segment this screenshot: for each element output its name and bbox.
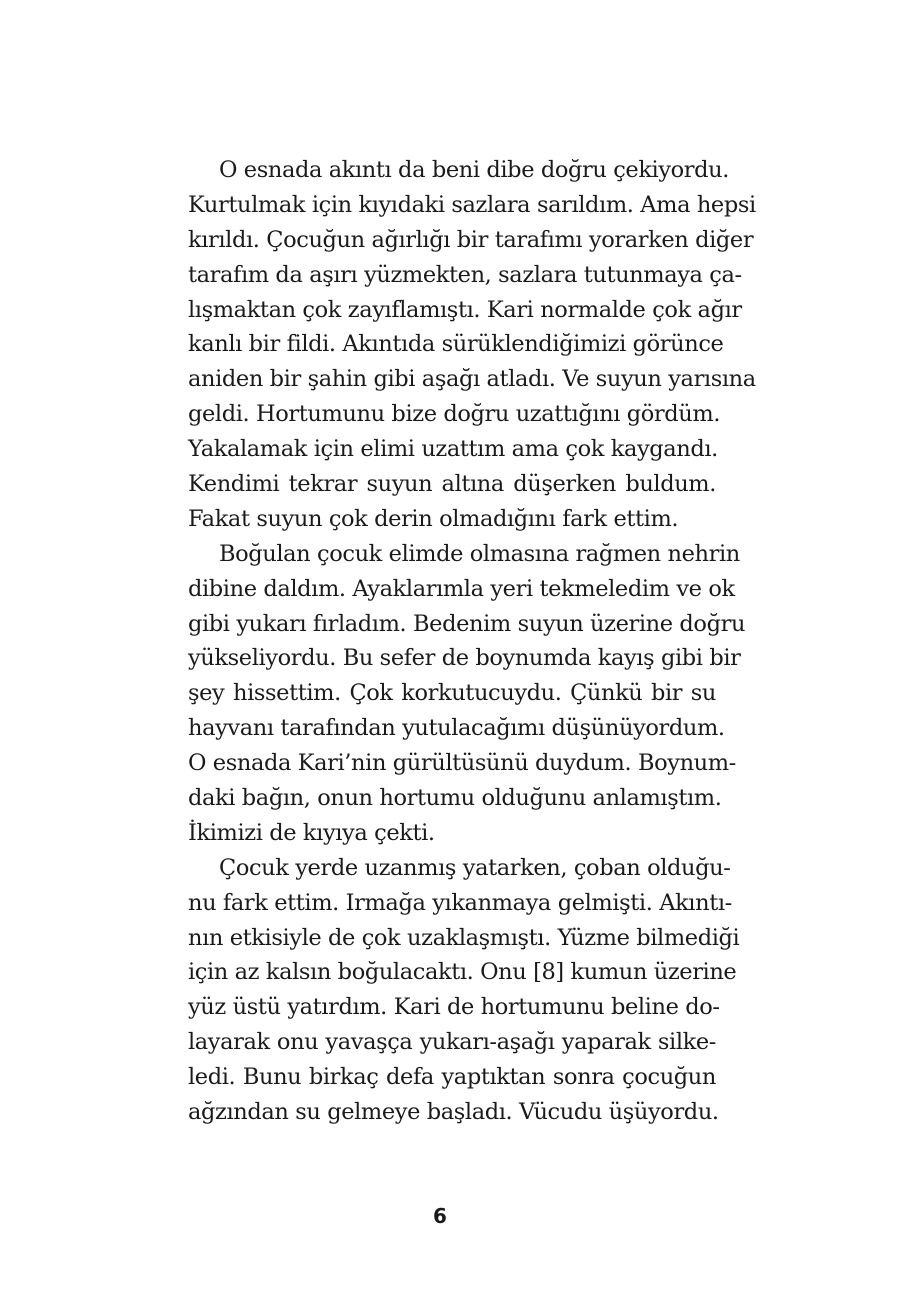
text-line: Çocuk yerde uzanmış yatarken, çoban olduğu- [219,854,731,881]
paragraph [188,851,740,1130]
text-line: kanlı bir fildi. Akıntıda sürüklendiğimizi görünce [188,331,724,358]
paragraph [188,537,746,851]
text-line: gibi yukarı fırladım. Bedenim suyun üzerine doğru [188,610,746,637]
paragraph [188,153,756,537]
text-line: tarafım da aşırı yüzmekten, sazlara tutunmaya ça- [188,261,742,288]
text-line: İkimizi de kıyıya çekti. [188,819,435,846]
text-line: O esnada akıntı da beni dibe doğru çekiyordu. [219,157,730,183]
text-line: ledi. Bunu birkaç defa yaptıktan sonra çocuğun [188,1064,716,1091]
text-line: ağzından su gelmeye başladı. Vücudu üşüyordu. [188,1099,719,1126]
text-line: hayvanı tarafından yutulacağımı düşünüyordum. [188,715,725,742]
text-line: aniden bir şahin gibi aşağı atladı. Ve suyun yarısına [188,366,756,393]
text-line: nın etkisiyle de çok uzaklaşmıştı. Yüzme bilmediği [188,924,740,951]
text-line: nu fark ettim. Irmağa yıkanmaya gelmişti. Akıntı- [188,889,732,916]
text-line: Yakalamak için elimi uzattım ama çok kaygandı. [188,436,718,463]
text-line: yüz üstü yatırdım. Kari de hortumunu beline do- [188,994,720,1021]
text-line: Kurtulmak için kıyıdaki sazlara sarıldım. Ama hepsi [188,191,756,218]
text-line: dibine daldım. Ayaklarımla yeri tekmeledim ve ok [188,575,735,602]
text-line: layarak onu yavaşça yukarı-aşağı yaparak silke- [188,1029,716,1056]
text-line: yükseliyordu. Bu sefer de boynumda kayış gibi bir [188,645,741,672]
text-line: lışmaktan çok zayıflamıştı. Kari normalde çok ağır [188,296,742,323]
page-body [188,153,756,1130]
text-line: geldi. Hortumunu bize doğru uzattığını gördüm. [188,401,721,428]
text-line: daki bağın, onun hortumu olduğunu anlamıştım. [188,785,722,812]
text-line: için az kalsın boğulacaktı. Onu [8] kumun üzerine [188,959,737,986]
page-number: 6 [433,1204,447,1228]
text-line: O esnada Kari’nin gürültüsünü duydum. Boynum- [188,750,736,777]
text-line: şey hissettim. Çok korkutucuydu. Çünkü bir su [188,680,716,707]
text-line: Kendimi tekrar suyun altına düşerken buldum. [188,471,716,498]
text-line: Fakat suyun çok derin olmadığını fark ettim. [188,505,679,532]
text-line: Boğulan çocuk elimde olmasına rağmen nehrin [219,540,740,567]
text-line: kırıldı. Çocuğun ağırlığı bir tarafımı yorarken diğer [188,226,754,253]
